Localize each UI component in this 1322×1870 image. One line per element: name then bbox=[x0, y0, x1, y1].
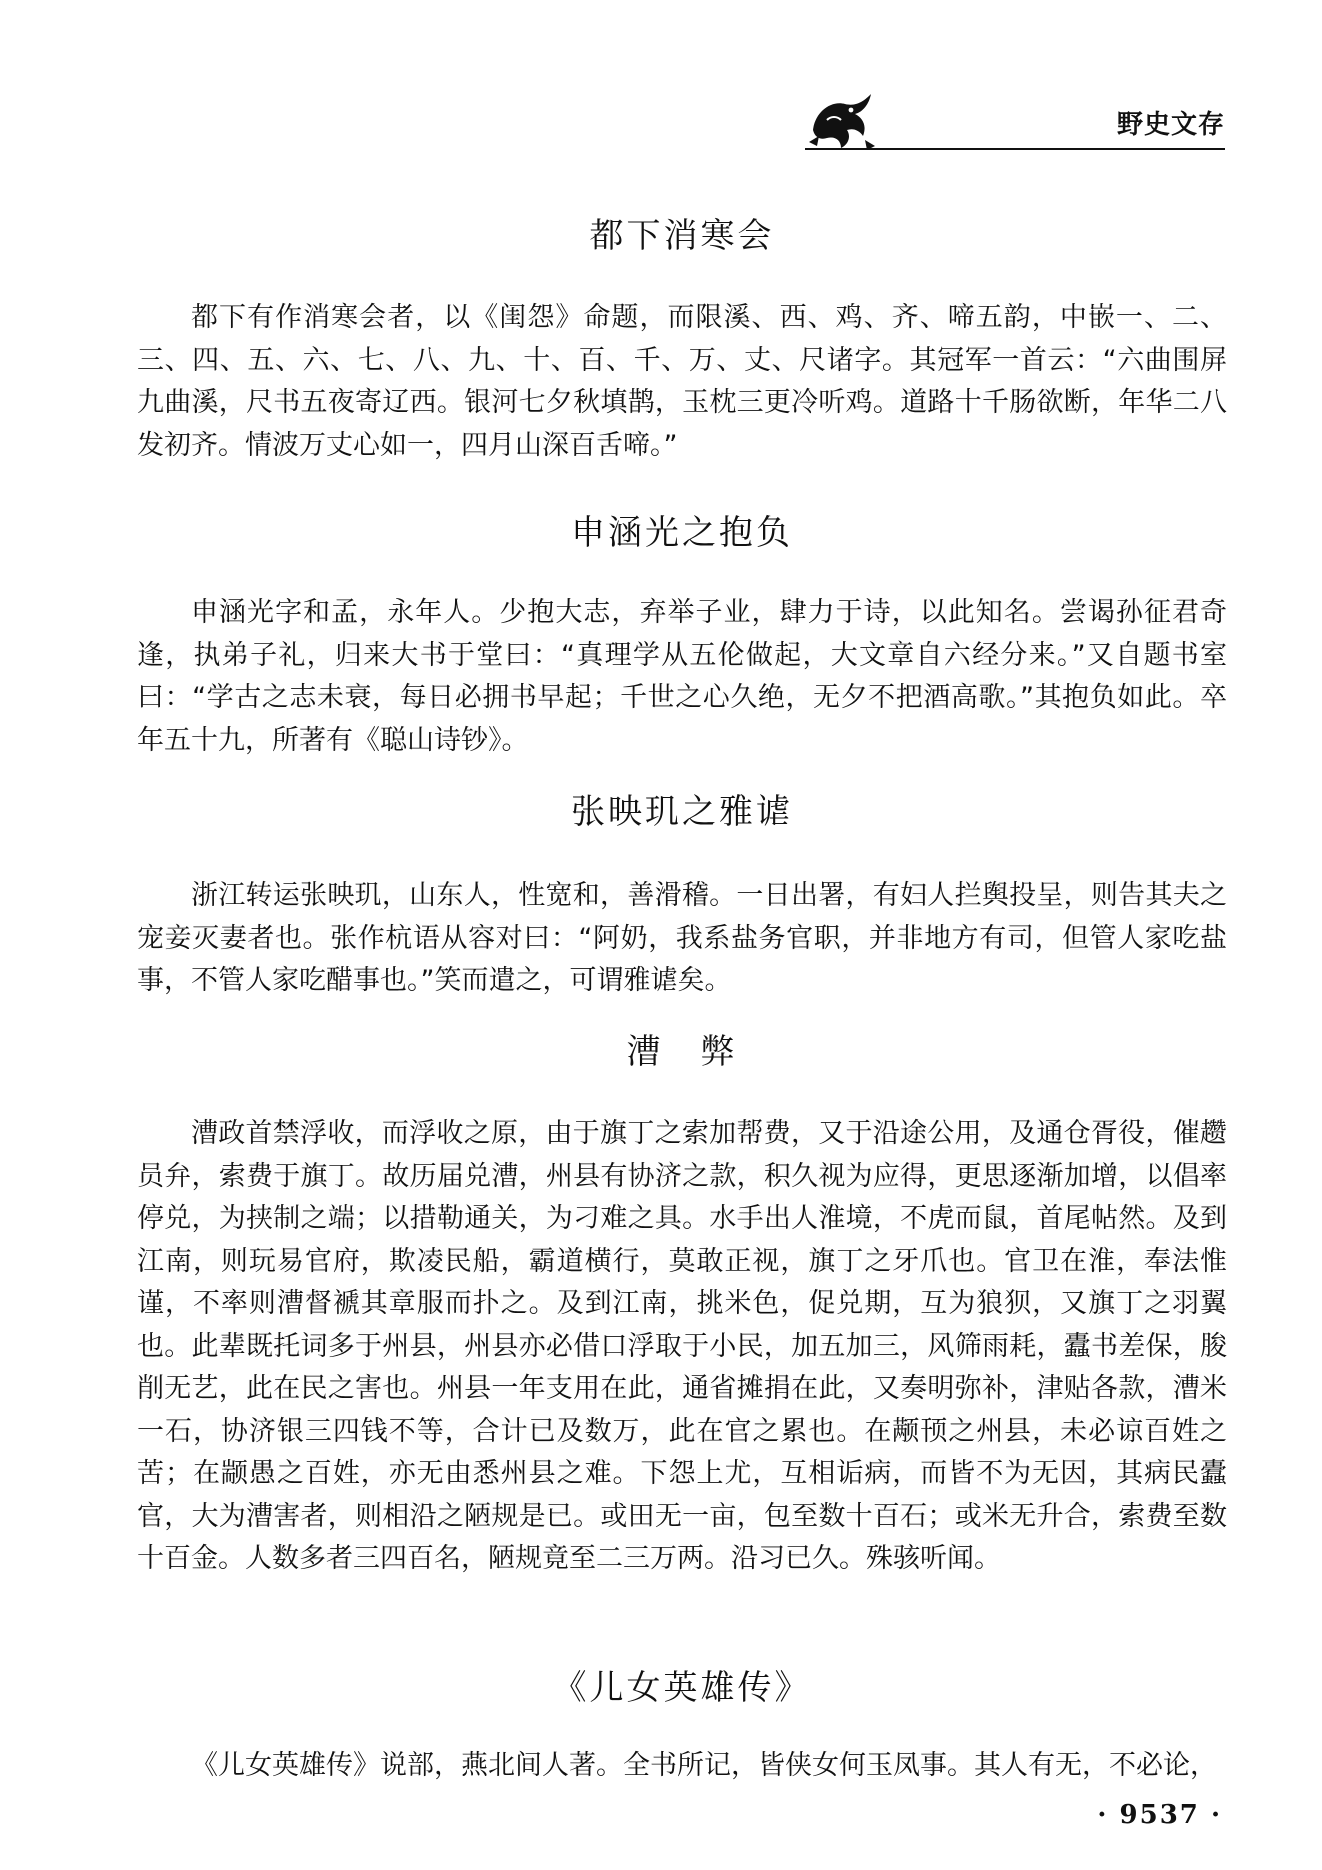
article-body: 漕政首禁浮收，而浮收之原，由于旗丁之索加帮费，又于沿途公用，及通仓胥役，催趱员弁，索费于旗丁。故历届兑漕，州县有协济之款，积久视为应得，更思逐渐加增，以倡率停兑，为挟制之端；以措勒通关，为刁难之具。水手出人淮境，不虎而鼠，首尾帖然。及到江南，则玩易官府，欺凌民船，霸道横行，莫敢正视，旗丁之牙爪也。官卫在淮，奉法惟谨，不率则漕督褫其章服而扑之。及到江南，挑米色，促兑期，互为狼狈，又旗丁之羽翼也。此辈既托词多于州县，州县亦必借口浮取于小民，加五加三，风筛雨耗，蠹书差保，朘削无艺，此在民之害也。州县一年支用在此，通省摊捐在此，又奏明弥补，津贴各款，漕米一石，协济银三四钱不等，合计已及数万，此在官之累也。在颟顸之州县，未必谅百姓之苦；在颛愚之百姓，亦无由悉州县之难。下怨上尤，互相诟病，而皆不为无因，其病民蠹官，大为漕害者，则相沿之陋规是已。或田无一亩，包至数十百石；或米无升合，索费至数十百金。人数多者三四百名，陋规竟至二三万两。沿习已久。殊骇听闻。 bbox=[137, 1118, 1227, 1574]
article-3 bbox=[137, 784, 1227, 1003]
article-body: 都下有作消寒会者，以《闺怨》命题，而限溪、西、鸡、齐、啼五韵，中嵌一、二、三、四、五、六、七、八、九、十、百、千、万、丈、尺诸字。其冠军一首云：“六曲围屏九曲溪，尺书五夜寄辽西。银河七夕秋填鹊，玉枕三更冷听鸡。道路十千肠欲断，年华二八发初齐。情波万丈心如一，四月山深百舌啼。” bbox=[137, 302, 1227, 461]
dragon-emblem-icon bbox=[805, 90, 879, 152]
article-title: 申涵光之抱负 bbox=[571, 513, 793, 553]
series-title: 野史文存 bbox=[1116, 110, 1225, 140]
article-1 bbox=[137, 208, 1227, 467]
article-title: 《儿女英雄传》 bbox=[552, 1668, 812, 1708]
page-number: · 9537 · bbox=[1097, 1800, 1222, 1830]
article-body: 浙江转运张映玑，山东人，性宽和，善滑稽。一日出署，有妇人拦舆投呈，则告其夫之宠妾灭妻者也。张作杭语从容对曰：“阿奶，我系盐务官职，并非地方有司，但管人家吃盐事，不管人家吃醋事也。”笑而遣之，可谓雅谑矣。 bbox=[137, 880, 1227, 996]
article-title: 漕 弊 bbox=[626, 1032, 738, 1072]
running-header bbox=[805, 90, 1225, 160]
article-4 bbox=[137, 1024, 1227, 1581]
article-5 bbox=[137, 1660, 1227, 1788]
header-rule bbox=[805, 148, 1225, 150]
article-body: 申涵光字和孟，永年人。少抱大志，弃举子业，肆力于诗，以此知名。尝谒孙征君奇逢，执弟子礼，归来大书于堂曰：“真理学从五伦做起，大文章自六经分来。”又自题书室曰：“学古之志未衰，每日必拥书早起；千世之心久绝，无夕不把酒高歌。”其抱负如此。卒年五十九，所著有《聪山诗钞》。 bbox=[137, 597, 1227, 756]
article-title: 张映玑之雅谑 bbox=[571, 792, 793, 832]
article-body: 《儿女英雄传》说部，燕北间人著。全书所记，皆侠女何玉凤事。其人有无，不必论， bbox=[191, 1750, 1217, 1781]
article-title: 都下消寒会 bbox=[589, 216, 775, 256]
article-2 bbox=[137, 505, 1227, 762]
